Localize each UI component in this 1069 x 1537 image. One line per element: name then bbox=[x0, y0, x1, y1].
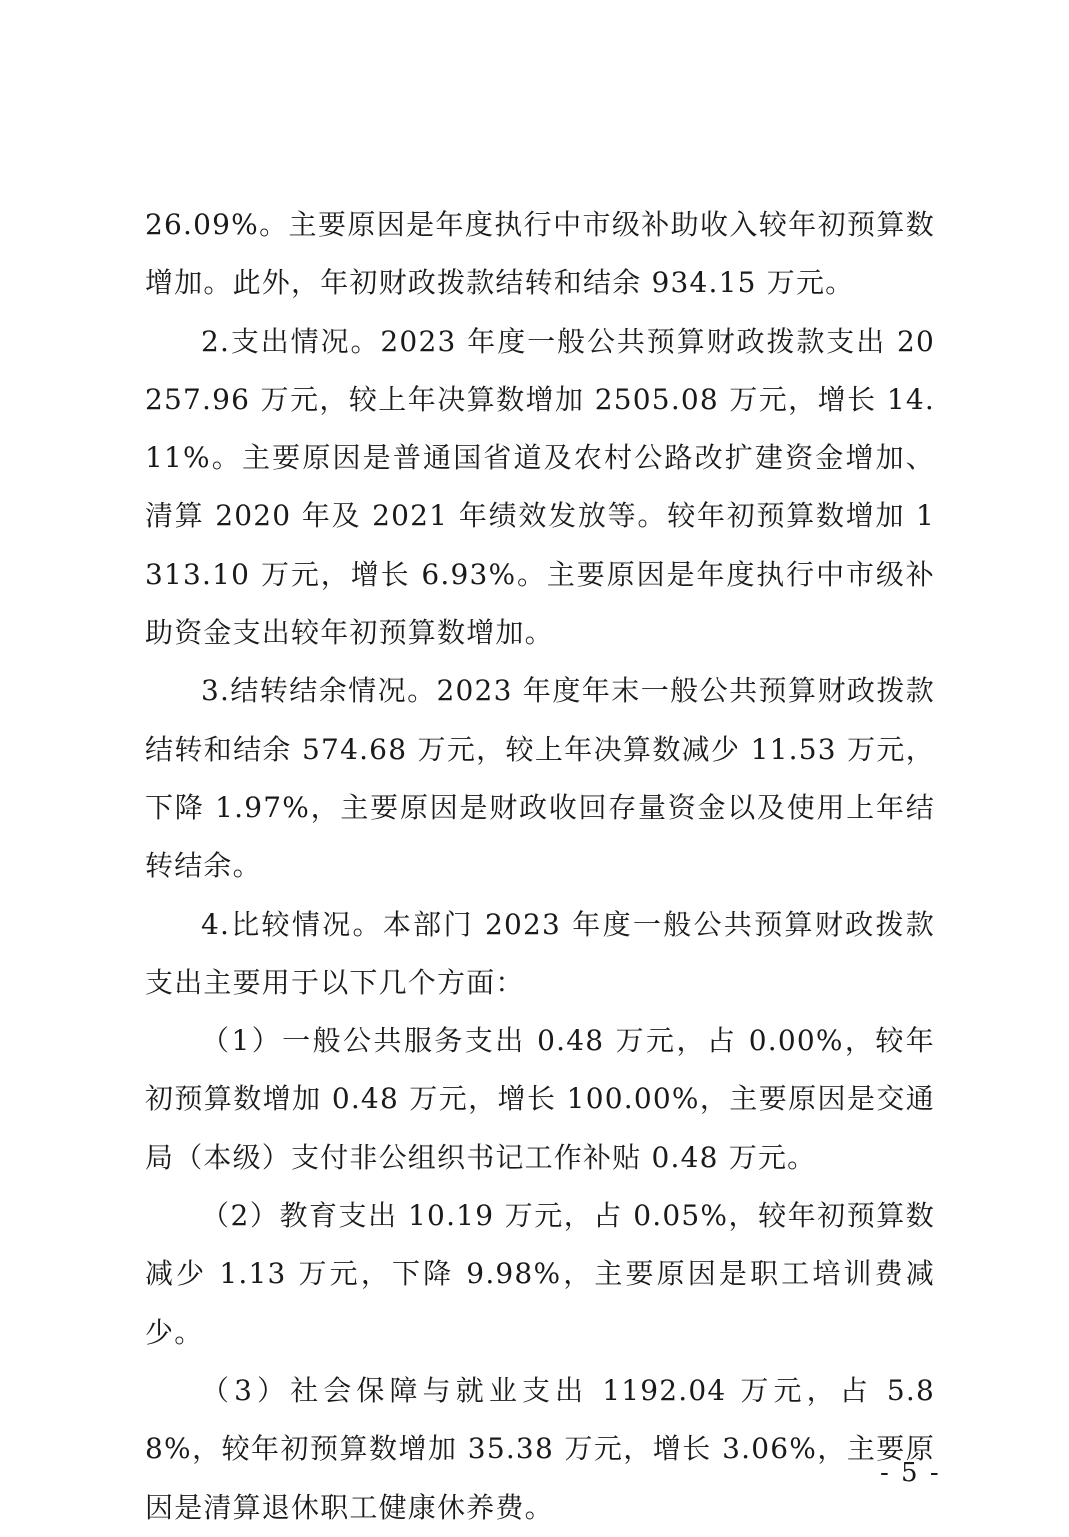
paragraph-item-education: （2）教育支出 10.19 万元，占 0.05%，较年初预算数减少 1.13 万元，下降 9.98%，主要原因是职工培训费减少。 bbox=[145, 1199, 935, 1349]
paragraph-income-continuation: 26.09%。主要原因是年度执行中市级补助收入较年初预算数增加。此外，年初财政拨款结转和结余 934.15 万元。 bbox=[145, 208, 935, 300]
paragraph-carryover-balance: 3.结转结余情况。2023 年度年末一般公共预算财政拨款结转和结余 574.68 万元，较上年决算数减少 11.53 万元，下降 1.97%，主要原因是财政收回存量资金以及使用上年结转结余。 bbox=[145, 674, 935, 883]
paragraph-item-social-security: （3）社会保障与就业支出 1192.04 万元，占 5.88%，较年初预算数增加 35.38 万元，增长 3.06%，主要原因是清算退休职工健康休养费。 bbox=[145, 1373, 935, 1524]
paragraph-comparison: 4.比较情况。本部门 2023 年度一般公共预算财政拨款支出主要用于以下几个方面： bbox=[145, 907, 935, 999]
paragraph-expenditure: 2.支出情况。2023 年度一般公共预算财政拨款支出 20257.96 万元，较上年决算数增加 2505.08 万元，增长 14.11%。主要原因是普通国省道及农村公路改扩建资金增加、清算 2020 年及 2021 年绩效发放等。较年初预算数增加 1313.10 万元，增长 6.93%。主要原因是年度执行中市级补助资金支出较年初预算数增加。 bbox=[145, 324, 935, 650]
paragraph-item-general-public-services: （1）一般公共服务支出 0.48 万元，占 0.00%，较年初预算数增加 0.48 万元，增长 100.00%，主要原因是交通局（本级）支付非公组织书记工作补贴 0.48 万元。 bbox=[145, 1024, 935, 1174]
page-number: - 5 - bbox=[880, 1458, 941, 1488]
document-body bbox=[145, 196, 935, 1537]
